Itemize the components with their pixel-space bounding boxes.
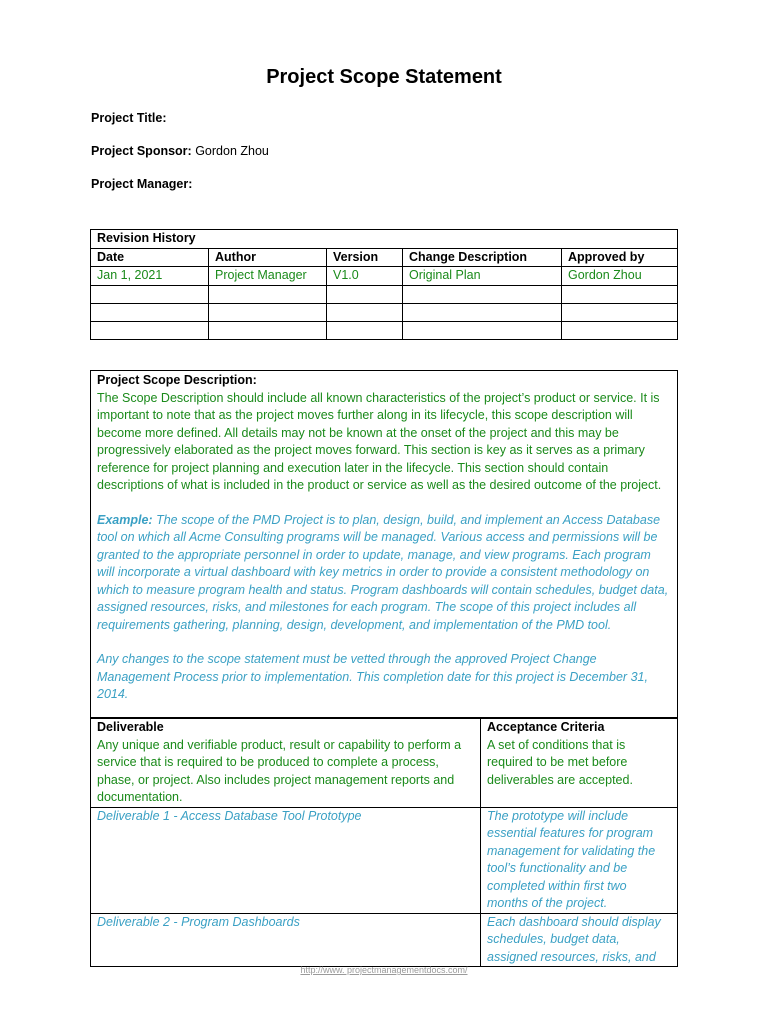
column-header: Version xyxy=(327,248,403,267)
criteria-header: Acceptance Criteria xyxy=(487,720,605,734)
deliverable-header-cell xyxy=(91,719,481,808)
empty-cell xyxy=(91,285,209,303)
deliverable-name: Deliverable 2 - Program Dashboards xyxy=(91,913,481,967)
column-header: Date xyxy=(91,248,209,267)
empty-cell xyxy=(91,321,209,339)
empty-cell xyxy=(327,321,403,339)
empty-cell xyxy=(562,321,678,339)
scope-heading: Project Scope Description: xyxy=(97,373,257,387)
scope-description: The Scope Description should include all known characteristics of the project’s product or service. It is important to note that as the project moves further along in its lifecycle, this scope description will become more defined. All details may not be known at the onset of the project and this may be progressively elaborated as the project moves forward. This section is key as it serves as a primary reference for project planning and execution later in the lifecycle. This section should contain descriptions of what is included in the product or service as well as the desired outcome of the project. xyxy=(97,390,662,492)
table-row xyxy=(91,807,678,913)
empty-cell xyxy=(562,303,678,321)
table-cell: Gordon Zhou xyxy=(562,267,678,286)
empty-cell xyxy=(209,321,327,339)
project-title-label: Project Title: xyxy=(91,111,167,125)
deliverable-criteria: The prototype will include essential features for program management for validating the tool’s functionality and be completed within first two months of the project. xyxy=(481,807,678,913)
project-manager-label: Project Manager: xyxy=(91,177,193,191)
deliverables-header-row xyxy=(91,719,678,808)
footer-link[interactable]: http://www. projectmanagementdocs.com/ xyxy=(300,965,468,975)
project-sponsor-label: Project Sponsor: xyxy=(91,144,192,158)
table-cell: Project Manager xyxy=(209,267,327,286)
project-title-field xyxy=(91,111,166,125)
table-row xyxy=(91,267,678,286)
page-title: Project Scope Statement xyxy=(266,66,502,88)
revision-history-caption: Revision History xyxy=(91,230,678,249)
project-sponsor-value: Gordon Zhou xyxy=(195,144,269,158)
criteria-header-cell xyxy=(481,719,678,808)
scope-example xyxy=(97,512,671,635)
column-header: Change Description xyxy=(403,248,562,267)
table-row xyxy=(91,321,678,339)
empty-cell xyxy=(327,303,403,321)
project-manager-field xyxy=(91,177,192,191)
example-text: The scope of the PMD Project is to plan, design, build, and implement an Access Database tool on which all Acme Consulting programs will be managed. Various access and permissions will be granted to the appropriate personnel in order to update, manage, and view programs. Each program will incorporate a virtual dashboard with key metrics in order to provide a consistent methodology on which to measure program health and status. Program dashboards will contain schedules, budget data, assigned resources, risks, and milestones for each program. The scope of this project includes all requirements gathering, planning, design, development, and implementation of the PMD tool. xyxy=(97,512,669,632)
empty-cell xyxy=(327,285,403,303)
scope-changes-note: Any changes to the scope statement must be vetted through the approved Project Change Management Process prior to implementation. This completion date for this project is December 31, 2014. xyxy=(97,652,648,701)
empty-cell xyxy=(403,321,562,339)
example-label: Example: xyxy=(97,512,153,527)
table-cell: Original Plan xyxy=(403,267,562,286)
table-cell: V1.0 xyxy=(327,267,403,286)
deliverable-header: Deliverable xyxy=(97,720,164,734)
revision-header-row xyxy=(91,248,678,267)
revision-history-table xyxy=(90,229,678,340)
scope-description-box xyxy=(90,370,678,718)
project-sponsor-field xyxy=(91,144,269,158)
empty-cell xyxy=(403,303,562,321)
deliverable-description: Any unique and verifiable product, result or capability to perform a service that is required to be produced to complete a process, phase, or project. Also includes project management reports and documentation. xyxy=(97,737,462,804)
criteria-description: A set of conditions that is required to be met before deliverables are accepted. xyxy=(487,737,633,787)
table-row xyxy=(91,285,678,303)
deliverables-table xyxy=(90,718,678,967)
table-cell: Jan 1, 2021 xyxy=(91,267,209,286)
table-row xyxy=(91,303,678,321)
deliverable-name: Deliverable 1 - Access Database Tool Prototype xyxy=(91,807,481,913)
deliverable-criteria: Each dashboard should display schedules, budget data, assigned resources, risks, and xyxy=(481,913,678,967)
column-header: Author xyxy=(209,248,327,267)
empty-cell xyxy=(209,303,327,321)
empty-cell xyxy=(562,285,678,303)
empty-cell xyxy=(209,285,327,303)
empty-cell xyxy=(91,303,209,321)
column-header: Approved by xyxy=(562,248,678,267)
table-row xyxy=(91,913,678,967)
empty-cell xyxy=(403,285,562,303)
